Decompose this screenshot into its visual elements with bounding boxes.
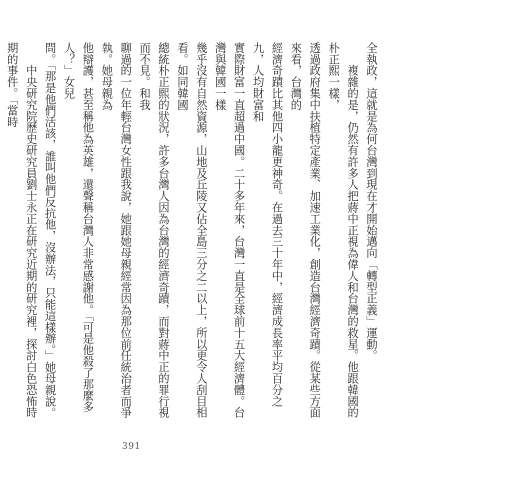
text-column: 實際財富一直超過中國。二十多年來，台灣一直是全球前十五大經濟體。台灣與韓國一樣 <box>213 42 246 419</box>
text-column: 經濟奇蹟比其他四小龍更神奇。在過去三十年中，經濟成長率平均百分之九，人均財富和 <box>251 42 284 407</box>
text-column <box>0 42 2 426</box>
text-column: 聊過的一位年輕台灣女性跟我說，她跟她母親經常因為那位前任統治者而爭執。她母親為 <box>100 42 133 419</box>
text-column: 複雜的是，仍然有許多人把蔣中正視為偉人和台灣的救星。他跟韓國的朴正熙一樣， <box>327 42 360 419</box>
page-number: 391 <box>122 442 141 452</box>
text-column: 中央研究院歷史研究員劉士永正在研究近期的研究裡，探討白色恐怖時期的事件。「當時 <box>5 42 38 419</box>
text-column: 他辯護，甚至稱他為英雄，還聲稱台灣人非常感謝他。「可是他殺了那麼多人？」女兒 <box>62 42 95 413</box>
body-text <box>5 42 380 426</box>
text-column: 全執政，這就是為何台灣到現在才開始邁向「轉型正義」運動。 <box>365 42 378 362</box>
text-column: 問。「那是他們活該，誰叫他們反抗他，沒辦法，只能這樣辦。」她母親說。 <box>43 42 57 419</box>
text-column: 總統朴正熙的狀況，許多台灣人因為台灣的經濟奇蹟，而對蔣中正的罪行視而不見。和我 <box>138 42 171 419</box>
text-column: 透過政府集中扶植特定產業、加速工業化，創造台灣經濟奇蹟。從某些方面來看，台灣的 <box>289 42 322 419</box>
text-column: 幾乎沒有自然資源，山地及丘陵又佔全島三分之二以上，所以更令人刮目相看。如同韓國 <box>175 42 208 419</box>
